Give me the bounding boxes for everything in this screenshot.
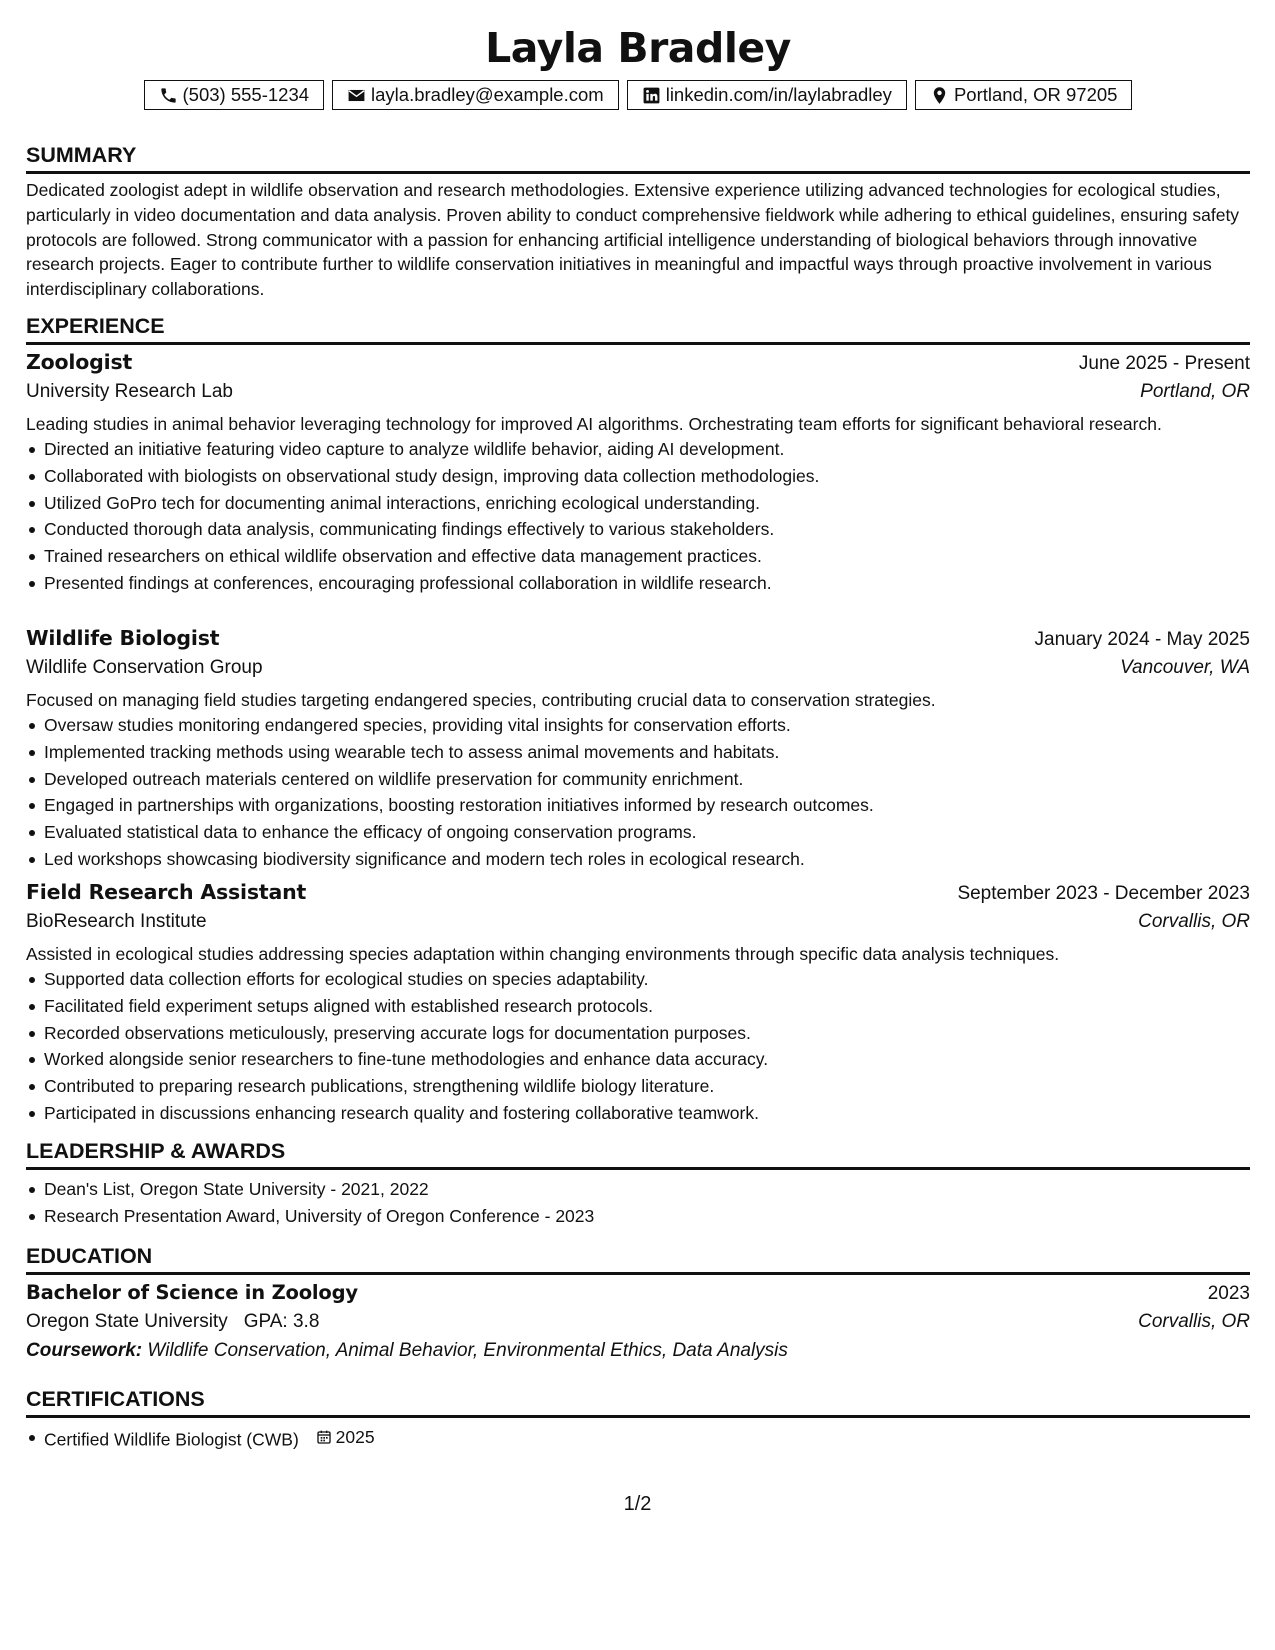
list-item: Research Presentation Award, University of Oregon Conference - 2023 [44, 1203, 1250, 1230]
summary-section [26, 142, 1250, 302]
job-dates: January 2024 - May 2025 [1034, 629, 1250, 650]
list-item: Facilitated field experiment setups aligned with established research protocols. [44, 993, 1250, 1020]
list-item: Recorded observations meticulously, preserving accurate logs for documentation purposes. [44, 1020, 1250, 1047]
job-bullets [26, 712, 1250, 873]
summary-text: Dedicated zoologist adept in wildlife observation and research methodologies. Extensive experience utilizing advanced technologies for ecological studies, particularly in video documentation and data analysis. Proven ability to conduct comprehensive fieldwork while adhering to ethical guidelines, ensuring safety protocols are followed. Strong communicator with a passion for enhancing artificial intelligence understanding of biological behaviors through innovative research projects. Eager to contribute further to wildlife conservation initiatives in meaningful and impactful ways through proactive involvement in various interdisciplinary collaborations. [26, 180, 1240, 300]
certifications-list [26, 1424, 1250, 1453]
list-item: Oversaw studies monitoring endangered species, providing vital insights for conservation efforts. [44, 712, 1250, 739]
experience-section [26, 313, 1250, 345]
list-item: Utilized GoPro tech for documenting animal interactions, enriching ecological understanding. [44, 490, 1250, 517]
job-location: Corvallis, OR [1138, 911, 1250, 932]
list-item: Implemented tracking methods using wearable tech to assess animal movements and habitats. [44, 739, 1250, 766]
certification-name: Certified Wildlife Biologist (CWB) [44, 1429, 299, 1450]
contact-bar [26, 80, 1250, 110]
list-item: Evaluated statistical data to enhance the efficacy of ongoing conservation programs. [44, 819, 1250, 846]
job-location: Vancouver, WA [1120, 657, 1250, 678]
list-item: Presented findings at conferences, encouraging professional collaboration in wildlife research. [44, 570, 1250, 597]
job-organization: Wildlife Conservation Group [26, 657, 263, 678]
job-description: Assisted in ecological studies addressing species adaptation within changing environments through specific data analysis techniques. [26, 944, 1060, 964]
list-item: Collaborated with biologists on observational study design, improving data collection methodologies. [44, 463, 1250, 490]
resume-page [26, 0, 1250, 1450]
list-item: Worked alongside senior researchers to fine-tune methodologies and enhance data accuracy. [44, 1046, 1250, 1073]
map-pin-icon [930, 86, 949, 105]
job-location: Portland, OR [1140, 381, 1250, 402]
graduation-year: 2023 [1207, 1283, 1250, 1304]
education-section [26, 1243, 1250, 1362]
coursework [26, 1340, 1250, 1362]
linkedin-text: linkedin.com/in/laylabradley [665, 84, 892, 105]
list-item: Engaged in partnerships with organizations, boosting restoration initiatives informed by research outcomes. [44, 792, 1250, 819]
job-entry [26, 350, 1250, 597]
phone-text: (503) 555-1234 [182, 84, 310, 105]
job-title: Wildlife Biologist [26, 626, 220, 650]
section-title-education: EDUCATION [26, 1243, 1250, 1275]
job-bullets [26, 966, 1250, 1127]
job-bullets [26, 436, 1250, 597]
list-item: Participated in discussions enhancing research quality and fostering collaborative teamwork. [44, 1100, 1250, 1127]
list-item: Directed an initiative featuring video capture to analyze wildlife behavior, aiding AI development. [44, 436, 1250, 463]
list-item: Conducted thorough data analysis, communicating findings effectively to various stakeholders. [44, 516, 1250, 543]
list-item: Contributed to preparing research publications, strengthening wildlife biology literature. [44, 1073, 1250, 1100]
certification-year: 2025 [335, 1427, 375, 1447]
section-title-leadership: LEADERSHIP & AWARDS [26, 1138, 1250, 1170]
degree-title: Bachelor of Science in Zoology [26, 1281, 358, 1304]
candidate-name: Layla Bradley [485, 24, 791, 72]
gpa: GPA: 3.8 [243, 1311, 320, 1332]
envelope-icon [347, 86, 366, 105]
list-item: Dean's List, Oregon State University - 2021, 2022 [44, 1176, 1250, 1203]
job-title: Zoologist [26, 350, 133, 374]
section-title-experience: EXPERIENCE [26, 313, 1250, 345]
section-title-summary: SUMMARY [26, 142, 1250, 174]
school-name: Oregon State University [26, 1311, 228, 1332]
list-item: Developed outreach materials centered on wildlife preservation for community enrichment. [44, 766, 1250, 793]
email-text: layla.bradley@example.com [371, 84, 604, 105]
job-description: Focused on managing field studies targeting endangered species, contributing crucial data to conservation strategies. [26, 690, 936, 710]
contact-location [915, 80, 1133, 110]
contact-phone[interactable] [144, 80, 325, 110]
job-organization: BioResearch Institute [26, 911, 207, 932]
list-item: Supported data collection efforts for ecological studies on species adaptability. [44, 966, 1250, 993]
job-dates: June 2025 - Present [1078, 353, 1250, 374]
phone-icon [159, 86, 178, 105]
job-entry [26, 626, 1250, 873]
calendar-icon [316, 1429, 332, 1445]
job-description: Leading studies in animal behavior leveraging technology for improved AI algorithms. Orchestrating team efforts for significant behavioral research. [26, 414, 1162, 434]
list-item: Led workshops showcasing biodiversity significance and modern tech roles in ecological research. [44, 846, 1250, 873]
page-number: 1/2 [623, 1493, 652, 1515]
coursework-list: Wildlife Conservation, Animal Behavior, Environmental Ethics, Data Analysis [147, 1340, 788, 1361]
school-location: Corvallis, OR [1138, 1311, 1250, 1332]
certifications-section [26, 1386, 1250, 1453]
section-title-certifications: CERTIFICATIONS [26, 1386, 1250, 1418]
job-entry [26, 880, 1250, 1127]
contact-linkedin[interactable] [627, 80, 907, 110]
list-item: Trained researchers on ethical wildlife observation and effective data management practices. [44, 543, 1250, 570]
awards-list [26, 1176, 1250, 1230]
location-text: Portland, OR 97205 [953, 84, 1118, 105]
job-dates: September 2023 - December 2023 [957, 883, 1250, 904]
coursework-label: Coursework: [26, 1340, 143, 1361]
job-organization: University Research Lab [26, 381, 233, 402]
leadership-section [26, 1138, 1250, 1230]
list-item [44, 1424, 1250, 1453]
job-title: Field Research Assistant [26, 880, 307, 904]
contact-email[interactable] [332, 80, 619, 110]
linkedin-icon [642, 86, 661, 105]
